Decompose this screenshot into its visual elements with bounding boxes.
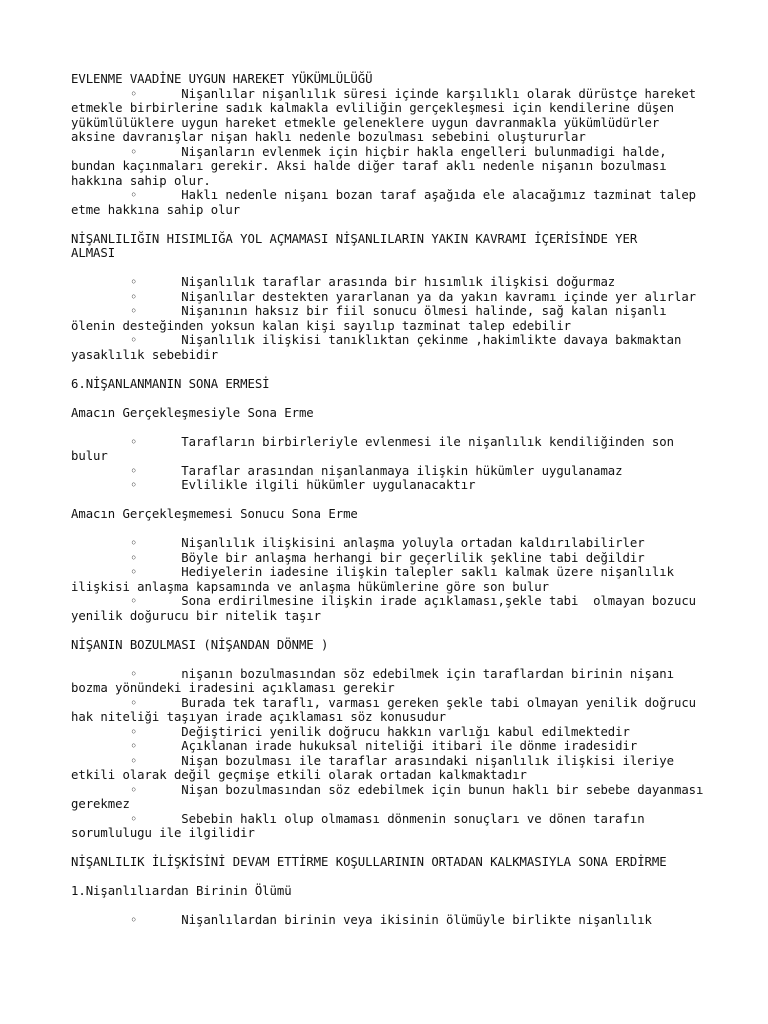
subheading-amacin-gerceklesmemesi: Amacın Gerçekleşmemesi Sonucu Sona Erme: [71, 507, 358, 521]
blank-line: [71, 362, 731, 377]
text-line: etkili olarak değil geçmişe etkili olarak ortadan kalkmaktadır: [71, 768, 527, 782]
text-line: ◦ Değiştirici yenilik doğrucu hakkın varlığı kabul edilmektedir: [71, 724, 630, 739]
blank-line: [71, 420, 731, 435]
blank-line: [71, 623, 731, 638]
text-line: yenilik doğurucu bir nitelik taşır: [71, 608, 322, 623]
heading-devam-ettirme: NİŞANLILIK İLİŞKİSİNİ DEVAM ETTİRME KOŞULLARININ ORTADAN KALKMASIYLA SONA ERDİRME: [71, 855, 667, 869]
text-line: yasaklılık sebebidir: [71, 347, 219, 362]
document-body: [71, 72, 731, 928]
text-line: ◦ Nişan bozulmasından söz edebilmek için bunun haklı bir sebebe dayanması: [71, 782, 704, 797]
blank-line: [71, 841, 731, 856]
text-line: ◦ Nişanının haksız bir fiil sonucu ölmesi halinde, sağ kalan nişanlı: [71, 304, 667, 318]
heading-hisimlik-cont: ALMASI: [71, 246, 116, 260]
text-line: bozma yönündeki iradesini açıklaması gerekir: [71, 681, 395, 695]
text-line: hakkına sahip olur.: [71, 173, 211, 188]
text-line: bundan kaçınmaları gerekir. Aksi halde diğer taraf aklı nedenle nişanın bozulması: [71, 159, 667, 173]
text-line: ◦ Evlilikle ilgili hükümler uygulanacaktır: [71, 478, 476, 492]
text-line: ◦ Nişanlılık taraflar arasında bir hısımlık ilişkisi doğurmaz: [71, 275, 616, 289]
blank-line: [71, 899, 731, 914]
text-line: ilişkisi anlaşma kapsamında ve anlaşma hükümlerine göre son bulur: [71, 579, 549, 594]
text-line: ◦ Açıklanan irade hukuksal niteliği itibari ile dönme iradesidir: [71, 739, 638, 753]
heading-sona-erme: 6.NİŞANLANMANIN SONA ERMESİ: [71, 376, 270, 391]
text-line: ◦ Taraflar arasından nişanlanmaya ilişkin hükümler uygulanamaz: [71, 463, 623, 478]
blank-line: [71, 870, 731, 885]
text-line: etme hakkına sahip olur: [71, 202, 241, 217]
text-line: ◦ Nişanların evlenmek için hiçbir hakla engelleri bulunmadigi halde,: [71, 144, 667, 159]
text-line: yükümlülüklere uygun hareket etmekle geleneklere uygun davranmakla yükümlüdürler: [71, 115, 660, 130]
blank-line: [71, 391, 731, 406]
heading-hisimlik: NİŞANLILIĞIN HISIMLIĞA YOL AÇMAMASI NİŞANLILARIN YAKIN KAVRAMI İÇERİSİNDE YER: [71, 231, 638, 246]
text-line: ◦ Nişanlılar nişanlılık süresi içinde karşılıklı olarak dürüstçe hareket: [71, 86, 697, 101]
text-line: ◦ Nişan bozulması ile taraflar arasındaki nişanlılık ilişkisi ileriye: [71, 753, 674, 768]
text-line: bulur: [71, 449, 108, 463]
text-line: ◦ Sebebin haklı olup olmaması dönmenin sonuçları ve dönen tarafın: [71, 811, 645, 826]
text-line: ◦ Nişanlılar destekten yararlanan ya da yakın kavramı içinde yer alırlar: [71, 289, 697, 304]
heading-evlenme-vaadi: EVLENME VAADİNE UYGUN HAREKET YÜKÜMLÜLÜĞÜ: [71, 72, 373, 86]
heading-nisanin-bozulmasi: NİŞANIN BOZULMASI (NİŞANDAN DÖNME ): [71, 637, 329, 652]
text-line: ◦ Nişanlılık ilişkisi tanıklıktan çekinme ,hakimlikte davaya bakmaktan: [71, 333, 682, 347]
text-line: ◦ Haklı nedenle nişanı bozan taraf aşağıda ele alacağımız tazminat talep: [71, 188, 697, 202]
text-line: ◦ Böyle bir anlaşma herhangi bir geçerlilik şekline tabi değildir: [71, 550, 645, 565]
text-line: ◦ Tarafların birbirleriyle evlenmesi ile nişanlılık kendiliğinden son: [71, 434, 674, 449]
text-line: hak niteliği taşıyan irade açıklaması söz konusudur: [71, 710, 447, 724]
text-line: ◦ Burada tek taraflı, varması gereken şekle tabi olmayan yenilik doğrucu: [71, 695, 697, 710]
blank-line: [71, 522, 731, 537]
text-line: aksine davranışlar nişan haklı nedenle bozulması sebebini oluştururlar: [71, 130, 586, 144]
text-line: ◦ Nişanlılık ilişkisini anlaşma yoluyla ortadan kaldırılabilirler: [71, 536, 645, 550]
text-line: ölenin desteğinden yoksun kalan kişi sayılıp tazminat talep edebilir: [71, 318, 572, 333]
subheading-amacin-gerceklesmesi: Amacın Gerçekleşmesiyle Sona Erme: [71, 405, 314, 420]
text-line: etmekle birbirlerine sadık kalmakla evliliğin gerçekleşmesi için kendilerine düşen: [71, 101, 674, 115]
text-line: ◦ Hediyelerin iadesine ilişkin talepler saklı kalmak üzere nişanlılık: [71, 565, 674, 579]
text-line: ◦ Sona erdirilmesine ilişkin irade açıklaması,şekle tabi olmayan bozucu: [71, 594, 697, 608]
blank-line: [71, 493, 731, 508]
blank-line: [71, 261, 731, 276]
blank-line: [71, 652, 731, 667]
subheading-olum: 1.Nişanlılıardan Birinin Ölümü: [71, 884, 292, 898]
text-line: ◦ Nişanlılardan birinin veya ikisinin ölümüyle birlikte nişanlılık: [71, 913, 652, 927]
blank-line: [71, 217, 731, 232]
text-line: gerekmez: [71, 797, 130, 811]
text-line: ◦ nişanın bozulmasından söz edebilmek için taraflardan birinin nişanı: [71, 666, 674, 681]
text-line: sorumlulugu ile ilgilidir: [71, 826, 255, 840]
